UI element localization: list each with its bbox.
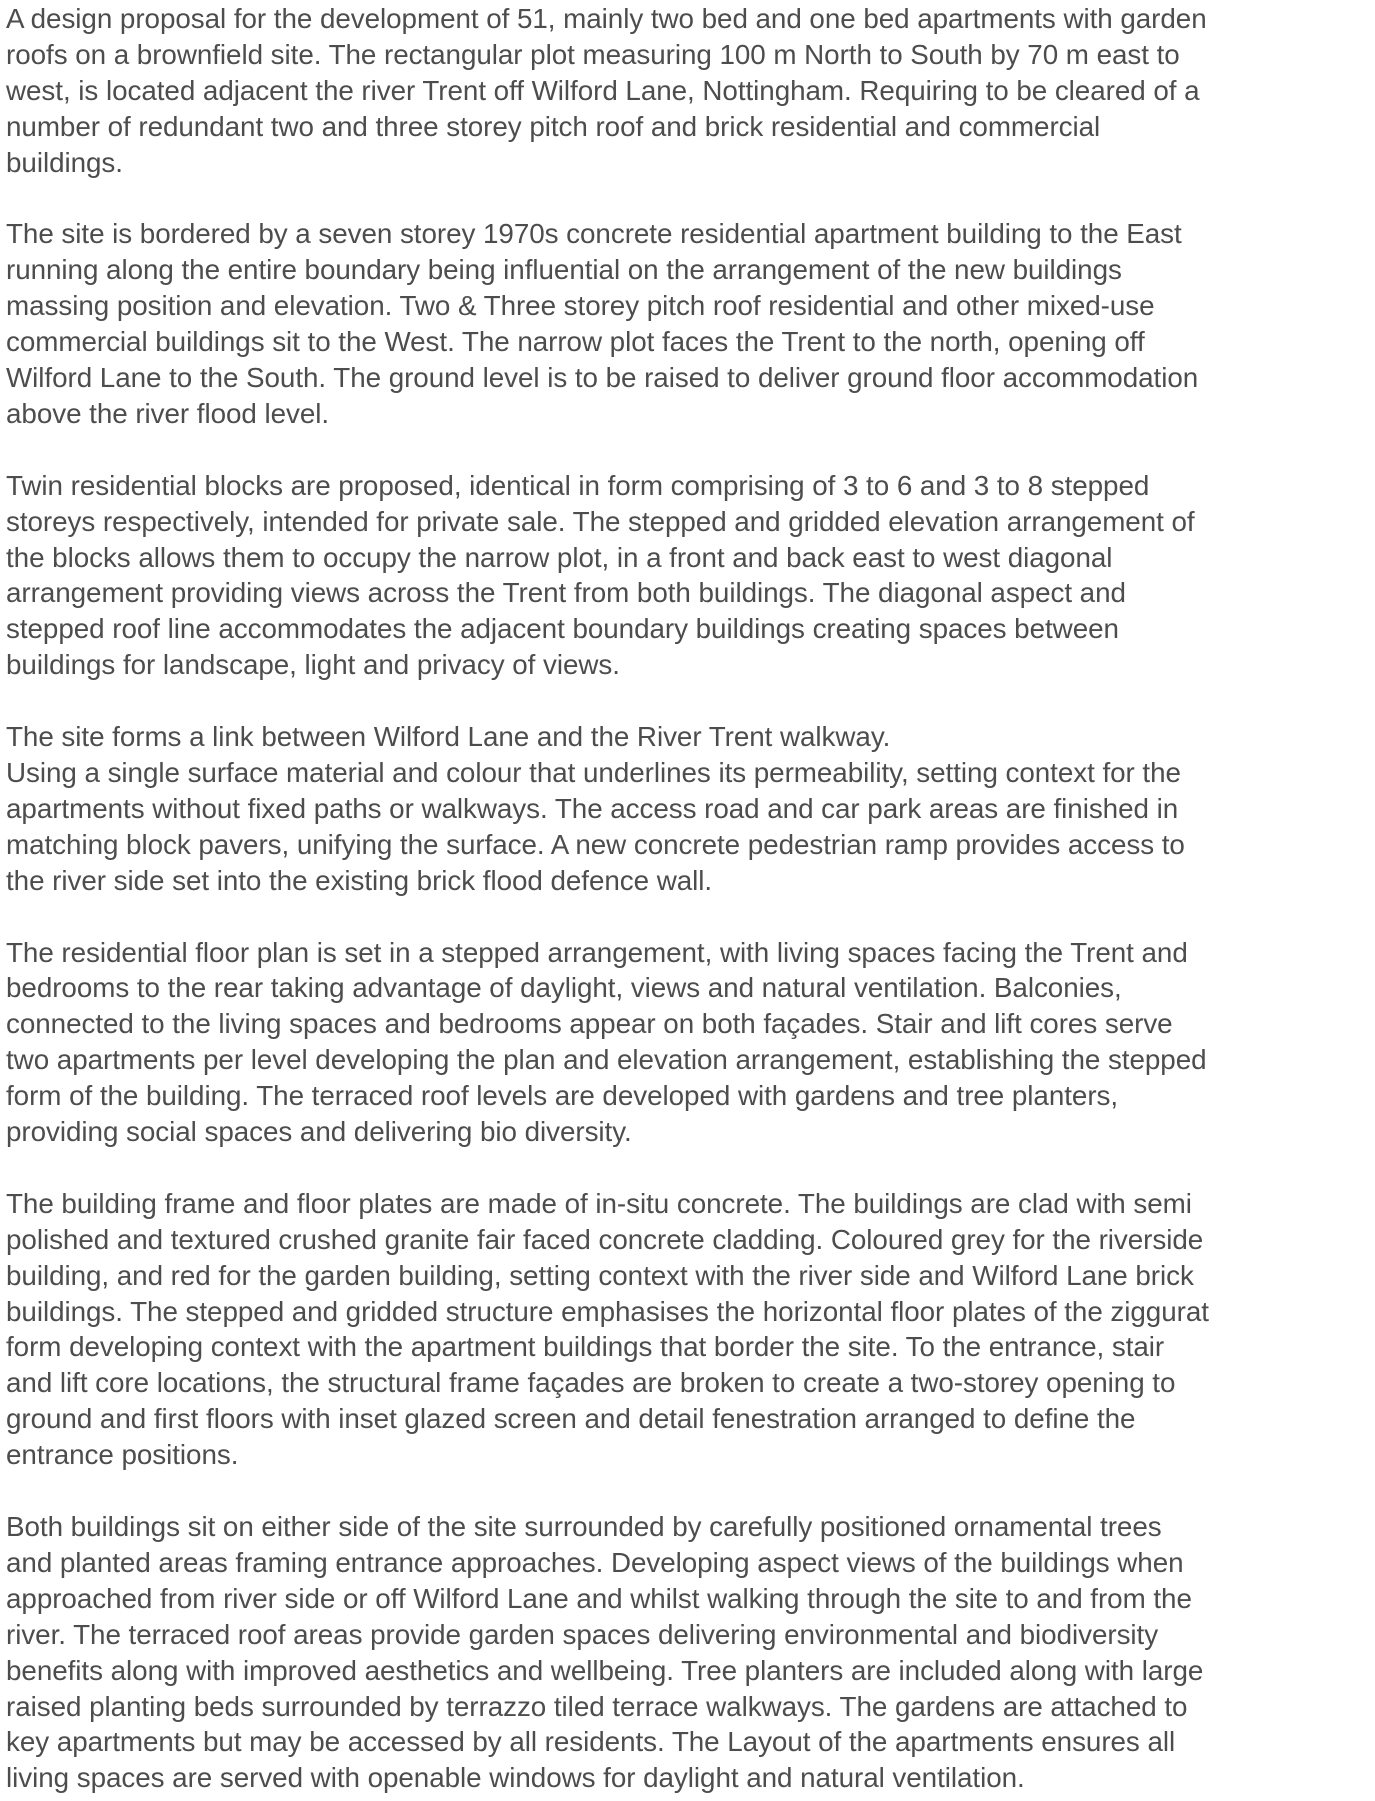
paragraph-building-frame: The building frame and floor plates are made of in-situ concrete. The buildings are clad with semi polished and textured crushed granite fair faced concrete cladding. Coloured grey for the riverside building, and red for the garden building, setting context with the river side and Wilford Lane brick buildings. The stepped and gridded structure emphasises the horizontal floor plates of the ziggurat form developing context with the apartment buildings that border the site. To the entrance, stair and lift core locations, the structural frame façades are broken to create a two-storey opening to ground and first floors with inset glazed screen and detail fenestration arranged to define the entrance positions. bbox=[6, 1187, 1209, 1471]
paragraph-project-overview: A design proposal for the development of 51, mainly two bed and one bed apartments with garden roofs on a brownfield site. The rectangular plot measuring 100 m North to South by 70 m east to west, is located adjacent the river Trent off Wilford Lane, Nottingham. Requiring to be cleared of a number of redundant two and three storey pitch roof and brick residential and commercial buildings. bbox=[6, 3, 1207, 178]
paragraph-landscape: Both buildings sit on either side of the site surrounded by carefully positioned ornamental trees and planted areas framing entrance approaches. Developing aspect views of the buildings when approached from river side or off Wilford Lane and whilst walking through the site to and from the river. The terraced roof areas provide garden spaces delivering environmental and biodiversity benefits along with improved aesthetics and wellbeing. Tree planters are included along with large raised planting beds surrounded by terrazzo tiled terrace walkways. The gardens are attached to key apartments but may be accessed by all residents. The Layout of the apartments ensures all living spaces are served with openable windows for daylight and natural ventilation. bbox=[6, 1510, 1204, 1794]
paragraph-floor-plan: The residential floor plan is set in a stepped arrangement, with living spaces facing the Trent and bedrooms to the rear taking advantage of daylight, views and natural ventilation. Balconies, connected to the living spaces and bedrooms appear on both façades. Stair and lift cores serve two apartments per level developing the plan and elevation arrangement, establishing the stepped form of the building. The terraced roof levels are developed with gardens and tree planters, providing social spaces and delivering bio diversity. bbox=[6, 936, 1207, 1148]
paragraph-residential-blocks: Twin residential blocks are proposed, identical in form comprising of 3 to 6 and 3 to 8 stepped storeys respectively, intended for private sale. The stepped and gridded elevation arrangement of the blocks allows them to occupy the narrow plot, in a front and back east to west diagonal arrangement providing views across the Trent from both buildings. The diagonal aspect and stepped roof line accommodates the adjacent boundary buildings creating spaces between buildings for landscape, light and privacy of views. bbox=[6, 469, 1195, 681]
paragraph-site-context: The site is bordered by a seven storey 1970s concrete residential apartment building to the East running along the entire boundary being influential on the arrangement of the new buildings massing position and elevation. Two & Three storey pitch roof residential and other mixed-use commercial buildings sit to the West. The narrow plot faces the Trent to the north, opening off Wilford Lane to the South. The ground level is to be raised to deliver ground floor accommodation above the river flood level. bbox=[6, 218, 1199, 429]
paragraph-site-link: The site forms a link between Wilford Lane and the River Trent walkway. Using a single surface material and colour that underlines its permeability, setting context for the apartments without fixed paths or walkways. The access road and car park areas are finished in matching block pavers, unifying the surface. A new concrete pedestrian ramp provides access to the river side set into the existing brick flood defence wall. bbox=[6, 721, 1185, 896]
